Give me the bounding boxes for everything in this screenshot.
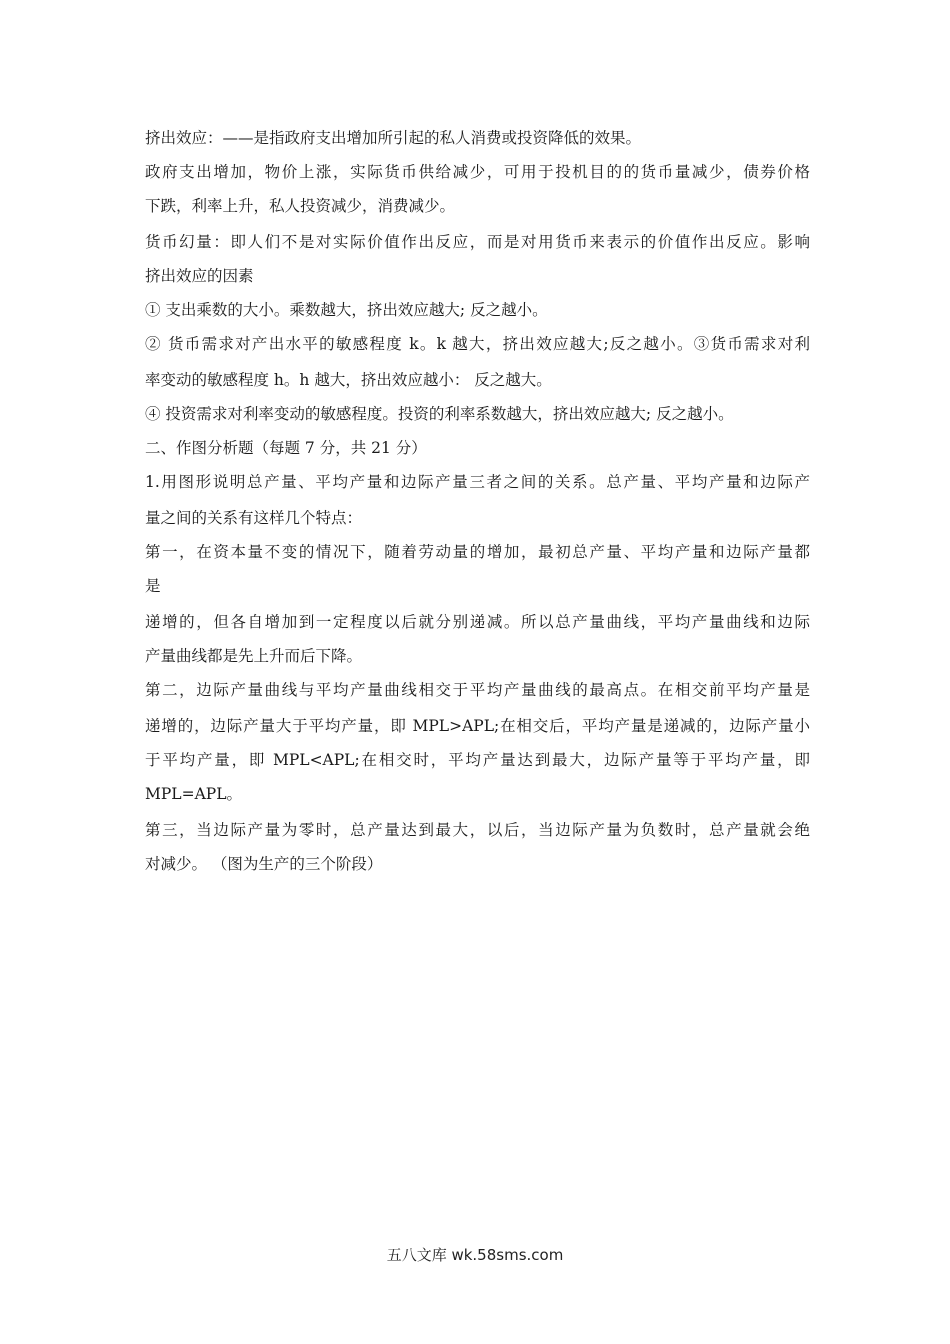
text-line-15: 递增的，但各自增加到一定程度以后就分别递减。所以总产量曲线，平均产量曲线和边际 [145, 613, 810, 631]
text-line-6: ① 支出乘数的大小。乘数越大，挤出效应越大; 反之越小。 [145, 301, 548, 319]
text-line-13: 第一，在资本量不变的情况下，随着劳动量的增加，最初总产量、平均产量和边际产量都 [145, 543, 810, 561]
text-line-9: ④ 投资需求对利率变动的敏感程度。投资的利率系数越大，挤出效应越大; 反之越小。 [145, 405, 734, 423]
text-line-12: 量之间的关系有这样几个特点： [145, 509, 363, 527]
text-line-17: 第二，边际产量曲线与平均产量曲线相交于平均产量曲线的最高点。在相交前平均产量是 [145, 681, 810, 699]
text-line-20: MPL=APL。 [145, 785, 242, 803]
text-line-11: 1.用图形说明总产量、平均产量和边际产量三者之间的关系。总产量、平均产量和边际产 [145, 473, 810, 491]
text-line-19: 于平均产量，即 MPL<APL;在相交时，平均产量达到最大，边际产量等于平均产量，即 [145, 751, 810, 769]
text-line-7: ② 货币需求对产出水平的敏感程度 k。k 越大，挤出效应越大;反之越小。③货币需求对利 [145, 335, 810, 353]
section-heading: 二、作图分析题（每题 7 分，共 21 分） [145, 439, 427, 457]
footer-watermark: 五八文库 wk.58sms.com [386, 1246, 564, 1264]
text-line-4: 货币幻量：即人们不是对实际价值作出反应，而是对用货币来表示的价值作出反应。影响 [145, 233, 810, 251]
text-line-3: 下跌，利率上升，私人投资减少，消费减少。 [145, 197, 456, 215]
text-line-2: 政府支出增加，物价上涨，实际货币供给减少，可用于投机目的的货币量减少，债券价格 [145, 163, 810, 181]
text-line-5: 挤出效应的因素 [145, 267, 254, 285]
text-line-8: 率变动的敏感程度 h。h 越大，挤出效应越小： 反之越大。 [145, 371, 552, 389]
text-line-18: 递增的，边际产量大于平均产量，即 MPL>APL;在相交后，平均产量是递减的，边际产量小 [145, 717, 810, 735]
text-line-21: 第三，当边际产量为零时，总产量达到最大，以后，当边际产量为负数时，总产量就会绝 [145, 821, 810, 839]
text-line-1: 挤出效应：——是指政府支出增加所引起的私人消费或投资降低的效果。 [145, 129, 642, 147]
text-line-22: 对减少。 （图为生产的三个阶段） [145, 855, 383, 873]
text-line-14: 是 [145, 577, 161, 595]
text-line-16: 产量曲线都是先上升而后下降。 [145, 647, 363, 665]
